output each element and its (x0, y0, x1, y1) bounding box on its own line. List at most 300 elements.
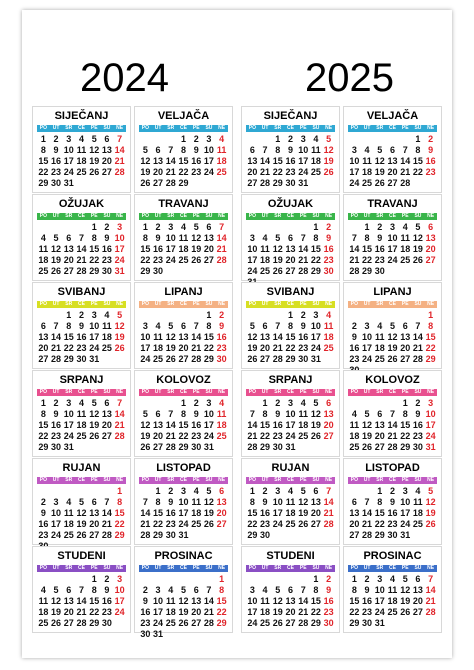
month-card (343, 282, 442, 369)
day-cell: 10 (362, 332, 373, 342)
weekday-label: SU (414, 389, 422, 395)
day-cell: 25 (260, 266, 271, 276)
day-cell: 21 (400, 167, 411, 177)
day-empty (75, 486, 88, 497)
day-empty (152, 398, 165, 409)
day-cell: 22 (310, 607, 321, 617)
weekday-label: UT (261, 125, 269, 131)
day-empty (177, 310, 190, 321)
weekday-label: ČE (389, 301, 396, 307)
day-cell: 20 (425, 244, 436, 254)
day-cell: 20 (387, 167, 398, 177)
day-cell: 1 (287, 310, 293, 320)
weekday-label: PO (39, 301, 47, 307)
weekday-label: SR (376, 389, 384, 395)
day-cell: 13 (191, 596, 202, 606)
month-card (32, 458, 131, 545)
day-cell: 13 (101, 145, 112, 155)
day-cell: 13 (63, 244, 74, 254)
day-cell: 15 (63, 332, 74, 342)
day-cell: 22 (412, 167, 423, 177)
weekday-label: NE (218, 125, 226, 131)
day-cell: 19 (272, 255, 283, 265)
day-cell: 15 (89, 244, 100, 254)
day-cell: 18 (63, 519, 74, 529)
day-cell: 31 (374, 618, 385, 628)
weekday-label: SR (274, 213, 282, 219)
day-cell: 29 (247, 530, 258, 540)
weekday-label: NE (427, 301, 435, 307)
day-cell: 30 (323, 618, 334, 628)
day-cell: 18 (38, 607, 49, 617)
day-cell: 28 (400, 178, 411, 188)
day-cell: 20 (323, 420, 334, 430)
day-cell: 4 (262, 585, 268, 595)
weekday-label: UT (261, 213, 269, 219)
day-cell: 31 (298, 178, 309, 188)
month-name: KOLOVOZ (365, 374, 420, 386)
weekday-label: SR (274, 125, 282, 131)
day-cell: 2 (40, 497, 46, 507)
weekday-label: PO (141, 213, 149, 219)
day-cell: 12 (114, 321, 125, 331)
weekday-label: PE (90, 125, 98, 131)
weekday-label: ČE (287, 301, 294, 307)
day-cell: 3 (180, 486, 186, 496)
day-cell: 13 (63, 596, 74, 606)
day-cell: 31 (310, 354, 321, 364)
weekday-header (139, 301, 228, 308)
day-cell: 30 (76, 354, 87, 364)
day-empty (259, 310, 272, 321)
weekday-label: SU (103, 213, 111, 219)
day-cell: 6 (287, 233, 293, 243)
day-cell: 26 (51, 266, 62, 276)
day-cell: 20 (38, 343, 49, 353)
day-cell: 4 (389, 574, 395, 584)
day-cell: 12 (387, 332, 398, 342)
day-cell: 1 (249, 486, 255, 496)
day-cell: 30 (101, 618, 112, 628)
day-grid (37, 486, 126, 552)
day-cell: 10 (51, 508, 62, 518)
weekday-header (139, 477, 228, 484)
day-cell: 3 (117, 222, 123, 232)
day-cell: 1 (351, 574, 357, 584)
day-cell: 21 (216, 244, 227, 254)
day-cell: 28 (260, 178, 271, 188)
day-cell: 12 (412, 233, 423, 243)
day-cell: 7 (142, 497, 148, 507)
day-cell: 14 (260, 156, 271, 166)
day-cell: 21 (362, 519, 373, 529)
weekday-label: PE (401, 125, 409, 131)
weekday-label: ČE (180, 125, 187, 131)
day-cell: 22 (89, 607, 100, 617)
weekday-header (139, 565, 228, 572)
day-cell: 26 (374, 178, 385, 188)
day-cell: 13 (203, 233, 214, 243)
day-cell: 9 (78, 321, 84, 331)
day-cell: 10 (298, 145, 309, 155)
day-cell: 30 (362, 618, 373, 628)
day-cell: 14 (412, 332, 423, 342)
day-cell: 24 (272, 519, 283, 529)
day-cell: 6 (249, 145, 255, 155)
day-cell: 9 (377, 233, 383, 243)
day-cell: 23 (51, 167, 62, 177)
day-cell: 23 (38, 530, 49, 540)
day-cell: 16 (140, 607, 151, 617)
day-empty (139, 398, 152, 409)
month-card (32, 282, 131, 369)
day-cell: 7 (300, 585, 306, 595)
day-cell: 7 (402, 145, 408, 155)
weekday-label: PE (192, 125, 200, 131)
weekday-label: UT (261, 389, 269, 395)
day-empty (164, 398, 177, 409)
day-cell: 25 (38, 618, 49, 628)
weekday-label: PO (350, 301, 358, 307)
day-cell: 6 (66, 233, 72, 243)
weekday-header (37, 301, 126, 308)
month-card (241, 282, 340, 369)
day-cell: 19 (425, 508, 436, 518)
day-cell: 22 (38, 431, 49, 441)
day-cell: 26 (203, 519, 214, 529)
day-cell: 13 (412, 585, 423, 595)
day-cell: 17 (114, 244, 125, 254)
day-cell: 9 (428, 145, 434, 155)
day-cell: 6 (155, 409, 161, 419)
day-cell: 2 (326, 574, 332, 584)
day-cell: 2 (142, 585, 148, 595)
month-card (343, 458, 442, 545)
month-name: OŽUJAK (58, 198, 105, 210)
day-cell: 25 (191, 519, 202, 529)
day-cell: 4 (219, 134, 225, 144)
day-cell: 4 (351, 409, 357, 419)
day-empty (37, 486, 50, 497)
day-cell: 2 (415, 398, 421, 408)
weekday-label: PO (350, 125, 358, 131)
day-cell: 19 (310, 420, 321, 430)
year-title-2024: 2024 (80, 56, 169, 100)
day-cell: 5 (249, 321, 255, 331)
day-cell: 21 (51, 343, 62, 353)
day-cell: 4 (155, 321, 161, 331)
day-cell: 1 (364, 222, 370, 232)
weekday-label: ČE (180, 389, 187, 395)
weekday-label: UT (52, 477, 60, 483)
day-grid (37, 134, 126, 189)
day-cell: 28 (425, 607, 436, 617)
day-grid (348, 486, 437, 541)
day-cell: 16 (216, 332, 227, 342)
weekday-label: SU (205, 301, 213, 307)
weekday-header (348, 301, 437, 308)
weekday-label: SU (103, 389, 111, 395)
day-cell: 9 (142, 596, 148, 606)
weekday-label: PE (299, 213, 307, 219)
weekday-label: SU (205, 565, 213, 571)
day-empty (259, 222, 272, 233)
month-card (134, 194, 233, 281)
day-empty (271, 222, 284, 233)
day-cell: 18 (298, 420, 309, 430)
day-cell: 24 (400, 519, 411, 529)
month-card (32, 194, 131, 281)
day-empty (75, 574, 88, 585)
day-cell: 7 (275, 321, 281, 331)
weekday-label: NE (427, 389, 435, 395)
weekday-label: ČE (180, 301, 187, 307)
day-cell: 25 (323, 343, 334, 353)
weekday-label: PE (299, 389, 307, 395)
day-cell: 20 (349, 519, 360, 529)
day-cell: 26 (247, 354, 258, 364)
day-empty (139, 486, 152, 497)
day-cell: 9 (275, 409, 281, 419)
day-cell: 20 (400, 343, 411, 353)
weekday-label: SR (376, 213, 384, 219)
day-cell: 30 (153, 266, 164, 276)
day-cell: 25 (216, 167, 227, 177)
day-cell: 13 (153, 156, 164, 166)
day-cell: 15 (349, 596, 360, 606)
day-cell: 16 (260, 508, 271, 518)
day-cell: 21 (247, 431, 258, 441)
day-empty (373, 134, 386, 145)
day-cell: 30 (216, 354, 227, 364)
day-cell: 20 (412, 596, 423, 606)
day-cell: 6 (104, 398, 110, 408)
day-cell: 29 (310, 266, 321, 276)
weekday-label: SR (65, 477, 73, 483)
day-cell: 21 (260, 167, 271, 177)
day-cell: 29 (89, 266, 100, 276)
day-empty (62, 222, 75, 233)
day-cell: 24 (89, 343, 100, 353)
day-cell: 7 (364, 497, 370, 507)
day-grid (246, 574, 335, 629)
weekday-label: PE (90, 477, 98, 483)
day-empty (297, 574, 310, 585)
weekday-header (139, 125, 228, 132)
day-cell: 6 (313, 486, 319, 496)
weekday-label: SU (312, 125, 320, 131)
day-cell: 18 (216, 156, 227, 166)
weekday-label: NE (116, 565, 124, 571)
day-cell: 19 (51, 607, 62, 617)
weekday-label: SU (103, 477, 111, 483)
day-cell: 16 (298, 332, 309, 342)
day-cell: 27 (153, 442, 164, 452)
day-cell: 28 (140, 530, 151, 540)
month-card (343, 106, 442, 193)
day-cell: 29 (114, 530, 125, 540)
month-name: KOLOVOZ (156, 374, 211, 386)
day-cell: 13 (323, 409, 334, 419)
day-cell: 9 (389, 497, 395, 507)
day-cell: 16 (272, 420, 283, 430)
day-empty (348, 310, 361, 321)
weekday-label: ČE (78, 565, 85, 571)
day-cell: 16 (51, 156, 62, 166)
day-cell: 2 (193, 134, 199, 144)
weekday-label: UT (52, 213, 60, 219)
day-cell: 29 (362, 266, 373, 276)
weekday-label: SR (65, 125, 73, 131)
day-cell: 2 (219, 310, 225, 320)
month-name: VELJAČA (366, 110, 419, 122)
day-cell: 20 (285, 607, 296, 617)
day-cell: 21 (323, 508, 334, 518)
day-cell: 11 (102, 321, 112, 331)
day-cell: 13 (101, 409, 112, 419)
month-name: LISTOPAD (156, 462, 211, 474)
day-cell: 21 (165, 167, 176, 177)
day-cell: 19 (51, 255, 62, 265)
day-empty (101, 486, 114, 497)
day-grid (246, 398, 335, 453)
weekday-label: PO (141, 477, 149, 483)
day-cell: 18 (153, 343, 164, 353)
day-cell: 23 (323, 607, 334, 617)
weekday-label: UT (154, 125, 162, 131)
day-empty (271, 574, 284, 585)
day-cell: 15 (285, 332, 296, 342)
day-cell: 26 (51, 618, 62, 628)
day-empty (152, 574, 165, 585)
day-cell: 1 (275, 134, 281, 144)
day-cell: 14 (203, 596, 214, 606)
day-cell: 24 (425, 431, 436, 441)
day-cell: 2 (168, 486, 174, 496)
weekday-label: SR (167, 565, 175, 571)
day-cell: 15 (38, 420, 49, 430)
day-cell: 24 (310, 343, 321, 353)
weekday-label: NE (427, 565, 435, 571)
day-cell: 15 (310, 596, 321, 606)
month-card (32, 106, 131, 193)
day-cell: 1 (91, 574, 97, 584)
month-card (343, 370, 442, 457)
day-cell: 3 (351, 145, 357, 155)
day-cell: 7 (428, 574, 434, 584)
weekday-label: PE (401, 213, 409, 219)
weekday-label: PO (350, 213, 358, 219)
day-cell: 21 (101, 519, 112, 529)
day-cell: 25 (285, 519, 296, 529)
weekday-label: PO (141, 565, 149, 571)
day-cell: 29 (63, 354, 74, 364)
day-cell: 12 (298, 497, 309, 507)
weekday-header (139, 213, 228, 220)
weekday-label: SU (414, 213, 422, 219)
day-cell: 6 (206, 222, 212, 232)
weekday-label: PE (401, 477, 409, 483)
day-cell: 22 (203, 343, 214, 353)
day-cell: 24 (285, 431, 296, 441)
day-cell: 2 (104, 222, 110, 232)
weekday-label: NE (116, 389, 124, 395)
day-cell: 8 (402, 409, 408, 419)
day-cell: 14 (114, 409, 125, 419)
day-cell: 10 (387, 233, 398, 243)
day-cell: 6 (389, 145, 395, 155)
month-name: SIJEČANJ (263, 110, 318, 122)
day-cell: 15 (216, 596, 227, 606)
day-cell: 31 (63, 178, 74, 188)
day-cell: 22 (89, 255, 100, 265)
day-cell: 5 (300, 486, 306, 496)
day-cell: 22 (349, 607, 360, 617)
weekday-label: ČE (287, 477, 294, 483)
day-cell: 6 (155, 145, 161, 155)
day-cell: 1 (66, 310, 72, 320)
weekday-header (246, 477, 335, 484)
month-card (343, 194, 442, 281)
day-cell: 23 (412, 431, 423, 441)
day-empty (348, 486, 361, 497)
weekday-label: PE (299, 301, 307, 307)
day-cell: 5 (206, 486, 212, 496)
weekday-header (246, 565, 335, 572)
day-cell: 14 (247, 420, 258, 430)
weekday-label: SR (167, 389, 175, 395)
day-cell: 17 (310, 332, 321, 342)
day-cell: 3 (313, 310, 319, 320)
day-cell: 12 (76, 508, 87, 518)
day-cell: 30 (285, 178, 296, 188)
day-cell: 23 (349, 354, 360, 364)
day-cell: 5 (415, 222, 421, 232)
day-cell: 16 (51, 420, 62, 430)
day-cell: 23 (374, 255, 385, 265)
day-cell: 5 (364, 409, 370, 419)
weekday-label: SR (376, 565, 384, 571)
day-cell: 25 (387, 607, 398, 617)
day-cell: 18 (387, 596, 398, 606)
weekday-label: NE (218, 213, 226, 219)
day-cell: 8 (377, 497, 383, 507)
weekday-header (139, 389, 228, 396)
day-cell: 9 (326, 233, 332, 243)
day-grid (139, 486, 228, 541)
day-cell: 17 (203, 156, 214, 166)
weekday-label: PO (248, 565, 256, 571)
day-cell: 16 (349, 343, 360, 353)
day-cell: 22 (178, 167, 189, 177)
day-cell: 23 (260, 519, 271, 529)
day-cell: 26 (165, 354, 176, 364)
day-cell: 24 (247, 618, 258, 628)
day-cell: 23 (140, 618, 151, 628)
day-cell: 5 (142, 409, 148, 419)
day-cell: 13 (285, 244, 296, 254)
day-cell: 29 (178, 178, 189, 188)
month-name: STUDENI (57, 550, 106, 562)
day-cell: 30 (191, 442, 202, 452)
day-cell: 26 (362, 442, 373, 452)
day-cell: 17 (362, 343, 373, 353)
day-cell: 6 (262, 321, 268, 331)
day-cell: 16 (323, 596, 334, 606)
day-cell: 17 (285, 420, 296, 430)
day-cell: 28 (165, 178, 176, 188)
day-cell: 1 (180, 398, 186, 408)
